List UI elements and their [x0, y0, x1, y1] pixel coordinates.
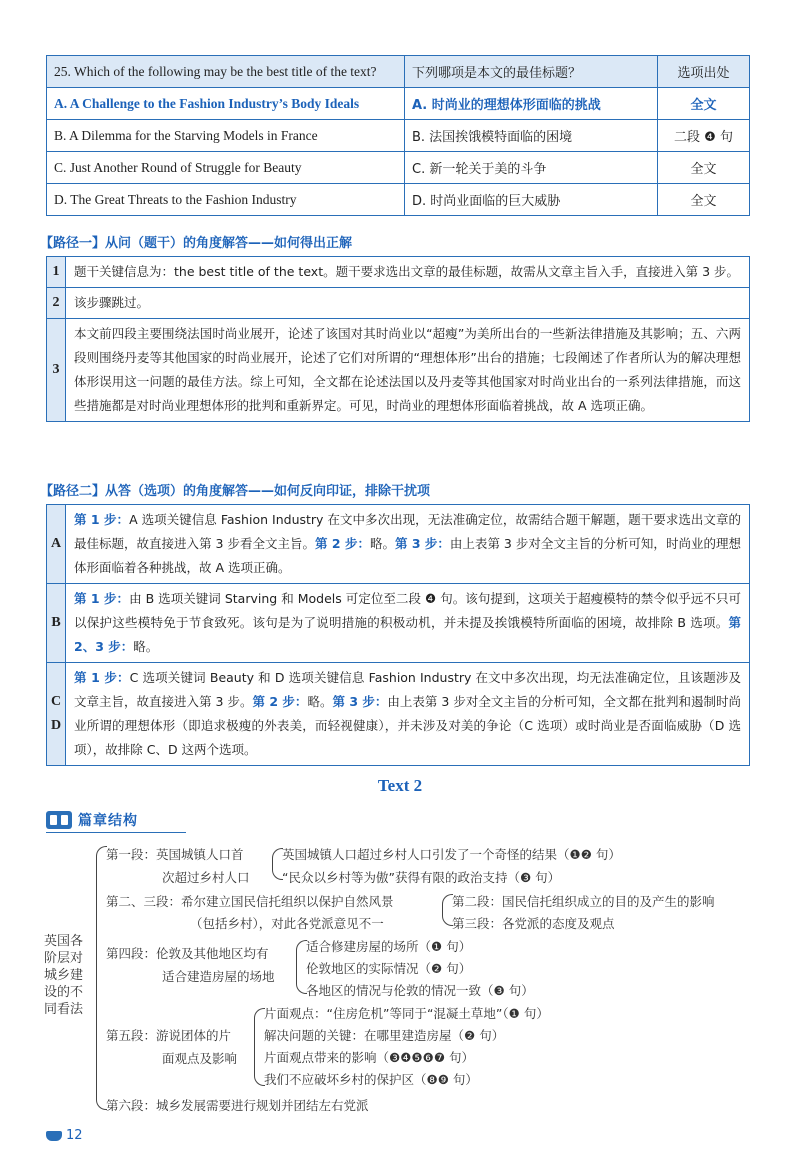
- option-en: B. A Dilemma for the Starving Models in France: [47, 120, 405, 152]
- para1-label-a: 第一段：英国城镇人口首: [106, 847, 244, 862]
- step-label: 第 3 步：: [332, 694, 388, 709]
- step-number: 1: [47, 257, 66, 288]
- step-detail: 由上表第 3 步对全文主旨的分析可知，全文都在批判和遏制时尚业所谓的理想体形（即追求极瘦的外表美，而轻视健康），并未涉及对美的争论（C 选项）或时尚业是否面临威胁（D 选项），故排除 C、D 这两个选项。: [74, 694, 741, 757]
- para4-sub1: 适合修建房屋的场所（❶ 句）: [306, 939, 472, 954]
- para23-sub1: 第二段：国民信托组织成立的目的及产生的影响: [452, 894, 715, 909]
- step-detail: A 选项关键信息 Fashion Industry 在文中多次出现，无法准确定位，故需结合题干解题，题干要求选出文章的最佳标题，故直接进入第 3 步看全文主旨。: [74, 512, 742, 551]
- step-label: 第 2、3 步：: [74, 615, 741, 654]
- step-text: [66, 505, 750, 584]
- table-row: [47, 120, 750, 152]
- para23-label-b: （包括乡村），对此各党派意见不一: [190, 916, 384, 931]
- text2-heading: Text 2: [377, 776, 423, 795]
- option-source: 全文: [658, 152, 750, 184]
- circled-number: ❶❷: [569, 847, 592, 862]
- option-letter: B: [47, 584, 66, 663]
- circled-number: ❷: [431, 961, 443, 976]
- option-zh: C. 新一轮关于美的斗争: [405, 152, 658, 184]
- table-row: [47, 288, 750, 319]
- step-detail: 略。: [369, 536, 395, 551]
- para1-sub1: 英国城镇人口超过乡村人口引发了一个奇怪的结果（❶❷ 句）: [282, 847, 621, 862]
- para1-label-b: 次超过乡村人口: [162, 870, 250, 885]
- table-row: [47, 88, 750, 120]
- circled-number: ❶: [508, 1006, 520, 1021]
- circled-number: ❸❹❺❻❼: [389, 1050, 446, 1065]
- structure-root: 英国各阶层对城乡建设的不同看法: [44, 934, 84, 1017]
- step-detail: C 选项关键词 Beauty 和 D 选项关键信息 Fashion Industry 在文中多次出现，均无法准确定位，且该题涉及文章主旨，故直接进入第 3 步。: [74, 670, 741, 709]
- path1-table: [46, 256, 750, 422]
- structure-underline: [46, 832, 186, 833]
- main-brace: [96, 846, 107, 1110]
- para23-sub2: 第三段：各党派的态度及观点: [452, 916, 615, 931]
- option-en: C. Just Another Round of Struggle for Beauty: [47, 152, 405, 184]
- option-zh: B. 法国挨饿模特面临的困境: [405, 120, 658, 152]
- option-letter: C D: [47, 663, 66, 766]
- option-en: A. A Challenge to the Fashion Industry’s Body Ideals: [47, 88, 405, 120]
- para4-sub2: 伦敦地区的实际情况（❷ 句）: [306, 961, 472, 976]
- table-row: [47, 319, 750, 422]
- book-icon: [46, 811, 72, 829]
- para5-label-b: 面观点及影响: [162, 1051, 238, 1066]
- para4-label-a: 第四段：伦敦及其他地区均有: [106, 946, 269, 961]
- graduation-cap-icon: [46, 1131, 62, 1141]
- circled-number: ❸: [519, 870, 532, 885]
- option-source: 全文: [658, 88, 750, 120]
- option-source: 全文: [658, 184, 750, 216]
- header-question: 25. Which of the following may be the best title of the text?: [47, 56, 405, 88]
- page-number: 12: [66, 1128, 83, 1143]
- step-detail: 略。: [133, 639, 159, 654]
- table-row: [47, 584, 750, 663]
- option-zh: D. 时尚业面临的巨大威胁: [405, 184, 658, 216]
- circled-number: ❽❾: [426, 1072, 449, 1087]
- step-detail: 略。: [307, 694, 333, 709]
- path2-table: [46, 504, 750, 766]
- para1-sub2: “民众以乡村等为傲”获得有限的政治支持（❸ 句）: [282, 870, 561, 885]
- para5-sub2: 解决问题的关键：在哪里建造房屋（❷ 句）: [264, 1028, 505, 1043]
- header-source: 选项出处: [658, 56, 750, 88]
- option-en: D. The Great Threats to the Fashion Industry: [47, 184, 405, 216]
- table-row: [47, 663, 750, 766]
- step-text: [66, 584, 750, 663]
- para6-label: 第六段：城乡发展需要进行规划并团结左右党派: [106, 1098, 369, 1113]
- step-label: 第 1 步：: [74, 512, 130, 527]
- table-row: [47, 257, 750, 288]
- para23-label-a: 第二、三段：希尔建立国民信托组织以保护自然风景: [106, 894, 394, 909]
- step-label: 第 1 步：: [74, 591, 130, 606]
- path2-title: 【路径二】从答（选项）的角度解答——如何反向印证，排除干扰项: [40, 484, 431, 499]
- option-zh: A. 时尚业的理想体形面临的挑战: [405, 88, 658, 120]
- table-row: [47, 152, 750, 184]
- step-label: 第 1 步：: [74, 670, 130, 685]
- step-detail: 由上表第 3 步对全文主旨的分析可知，时尚业的理想体形面临着各种挑战，故 A 选项正确。: [74, 536, 741, 575]
- circled-number: ❷: [464, 1028, 476, 1043]
- step-label: 第 3 步：: [394, 536, 450, 551]
- circled-number: ❶: [431, 939, 443, 954]
- table-row: [47, 505, 750, 584]
- step-label: 第 2 步：: [252, 694, 308, 709]
- table-row: [47, 184, 750, 216]
- options-table: [46, 55, 750, 216]
- step-text: 该步骤跳过。: [66, 288, 750, 319]
- header-question-zh: 下列哪项是本文的最佳标题？: [405, 56, 658, 88]
- option-letter: A: [47, 505, 66, 584]
- step-text: 本文前四段主要围绕法国时尚业展开，论述了该国对其时尚业以“超瘦”为美所出台的一些新法律措施及其影响；五、六两段则围绕丹麦等其他国家的时尚业展开，论述了它们对所谓的“理想体形”出台的措施；七段阐述了作者所认为的解决理想体形误用这一问题的最佳方法。综上可知，全文都在论述法国以及丹麦等其他国家对时尚业出台的一系列法律措施，而这些措施都是对时尚业理想体形的批判和重新界定。可见，时尚业的理想体形面临着挑战，故 A 选项正确。: [66, 319, 750, 422]
- para5-label-a: 第五段：游说团体的片: [106, 1028, 232, 1043]
- para5-sub4: 我们不应破坏乡村的保护区（❽❾ 句）: [264, 1072, 478, 1087]
- step-number: 3: [47, 319, 66, 422]
- para5-sub1: 片面观点：“住房危机”等同于“混凝土草地”（❶ 句）: [264, 1006, 549, 1021]
- step-text: [66, 663, 750, 766]
- para5-sub3: 片面观点带来的影响（❸❹❺❻❼ 句）: [264, 1050, 475, 1065]
- step-label: 第 2 步：: [315, 536, 370, 551]
- step-detail: 由 B 选项关键词 Starving 和 Models 可定位至二段 ❹ 句。该句提到，这项关于超瘦模特的禁令似乎远不只可以保护这些模特免于节食致死。该句是为了说明措施的积极动机，并未提及挨饿模特所面临的困境，故排除 B 选项。: [74, 591, 741, 630]
- step-text: 题干关键信息为：the best title of the text。题干要求选出文章的最佳标题，故需从文章主旨入手，直接进入第 3 步。: [66, 257, 750, 288]
- circled-number: ❸: [493, 983, 505, 998]
- page-footer: [46, 1128, 83, 1143]
- para4-sub3: 各地区的情况与伦敦的情况一致（❸ 句）: [306, 983, 534, 998]
- options-table-header: [47, 56, 750, 88]
- para4-label-b: 适合建造房屋的场地: [162, 969, 275, 984]
- structure-label: 篇章结构: [78, 813, 138, 829]
- step-number: 2: [47, 288, 66, 319]
- path1-title: 【路径一】从问（题干）的角度解答——如何得出正解: [40, 236, 353, 251]
- structure-header: [46, 810, 138, 830]
- option-source: 二段 ❹ 句: [658, 120, 750, 152]
